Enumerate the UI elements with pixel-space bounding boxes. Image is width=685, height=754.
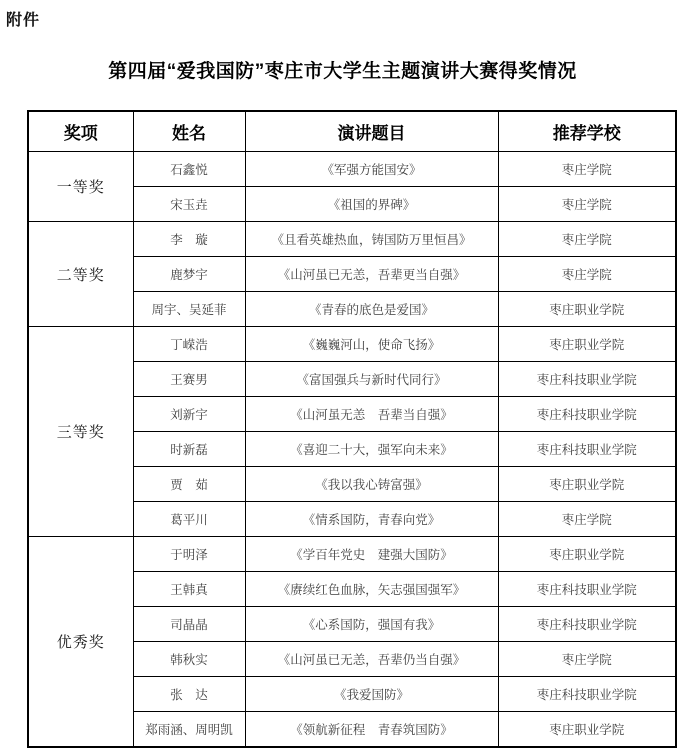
- award-group-cell: 优秀奖: [28, 537, 133, 748]
- topic-cell: 《山河虽已无恙，吾辈仍当自强》: [245, 642, 498, 677]
- name-cell: 周宇、吴延菲: [133, 292, 245, 327]
- name-cell: 王赛男: [133, 362, 245, 397]
- table-row: [28, 327, 676, 362]
- topic-cell: 《山河虽已无恙，吾辈更当自强》: [245, 257, 498, 292]
- school-cell: 枣庄科技职业学院: [498, 362, 676, 397]
- name-cell: 鹿梦宇: [133, 257, 245, 292]
- award-group-cell: 一等奖: [28, 152, 133, 222]
- name-cell: 时新磊: [133, 432, 245, 467]
- topic-cell: 《山河虽无恙 吾辈当自强》: [245, 397, 498, 432]
- school-cell: 枣庄学院: [498, 257, 676, 292]
- name-cell: 于明泽: [133, 537, 245, 572]
- school-cell: 枣庄职业学院: [498, 467, 676, 502]
- school-cell: 枣庄职业学院: [498, 327, 676, 362]
- topic-cell: 《赓续红色血脉，矢志强国强军》: [245, 572, 498, 607]
- name-cell: 丁嵘浩: [133, 327, 245, 362]
- school-cell: 枣庄职业学院: [498, 712, 676, 748]
- awards-table: [27, 110, 677, 748]
- table-body: [28, 152, 676, 748]
- school-cell: 枣庄科技职业学院: [498, 432, 676, 467]
- topic-cell: 《富国强兵与新时代同行》: [245, 362, 498, 397]
- topic-cell: 《喜迎二十大，强军向未来》: [245, 432, 498, 467]
- school-cell: 枣庄职业学院: [498, 292, 676, 327]
- school-cell: 枣庄学院: [498, 187, 676, 222]
- name-cell: 贾 茹: [133, 467, 245, 502]
- school-cell: 枣庄职业学院: [498, 537, 676, 572]
- award-group-cell: 三等奖: [28, 327, 133, 537]
- attachment-label: 附件: [6, 12, 41, 29]
- topic-cell: 《我以我心铸富强》: [245, 467, 498, 502]
- topic-cell: 《心系国防，强国有我》: [245, 607, 498, 642]
- topic-cell: 《学百年党史 建强大国防》: [245, 537, 498, 572]
- table-row: [28, 152, 676, 187]
- topic-cell: 《且看英雄热血，铸国防万里恒昌》: [245, 222, 498, 257]
- col-header-award: 奖项: [28, 111, 133, 152]
- school-cell: 枣庄科技职业学院: [498, 607, 676, 642]
- col-header-school: 推荐学校: [498, 111, 676, 152]
- name-cell: 李 璇: [133, 222, 245, 257]
- table-header-row: [28, 111, 676, 152]
- name-cell: 石鑫悦: [133, 152, 245, 187]
- name-cell: 王韩真: [133, 572, 245, 607]
- topic-cell: 《我爱国防》: [245, 677, 498, 712]
- page-title: 第四届“爱我国防”枣庄市大学生主题演讲大赛得奖情况: [108, 61, 577, 82]
- award-group-cell: 二等奖: [28, 222, 133, 327]
- school-cell: 枣庄学院: [498, 152, 676, 187]
- name-cell: 葛平川: [133, 502, 245, 537]
- school-cell: 枣庄科技职业学院: [498, 677, 676, 712]
- name-cell: 郑雨涵、周明凯: [133, 712, 245, 748]
- topic-cell: 《青春的底色是爱国》: [245, 292, 498, 327]
- school-cell: 枣庄学院: [498, 642, 676, 677]
- table-row: [28, 537, 676, 572]
- name-cell: 韩秋实: [133, 642, 245, 677]
- name-cell: 宋玉垚: [133, 187, 245, 222]
- name-cell: 刘新宇: [133, 397, 245, 432]
- school-cell: 枣庄科技职业学院: [498, 572, 676, 607]
- col-header-name: 姓名: [133, 111, 245, 152]
- school-cell: 枣庄科技职业学院: [498, 397, 676, 432]
- table-row: [28, 222, 676, 257]
- school-cell: 枣庄学院: [498, 222, 676, 257]
- topic-cell: 《祖国的界碑》: [245, 187, 498, 222]
- name-cell: 司晶晶: [133, 607, 245, 642]
- topic-cell: 《情系国防，青春向党》: [245, 502, 498, 537]
- topic-cell: 《领航新征程 青春筑国防》: [245, 712, 498, 748]
- school-cell: 枣庄学院: [498, 502, 676, 537]
- col-header-topic: 演讲题目: [245, 111, 498, 152]
- name-cell: 张 达: [133, 677, 245, 712]
- topic-cell: 《巍巍河山，使命飞扬》: [245, 327, 498, 362]
- topic-cell: 《军强方能国安》: [245, 152, 498, 187]
